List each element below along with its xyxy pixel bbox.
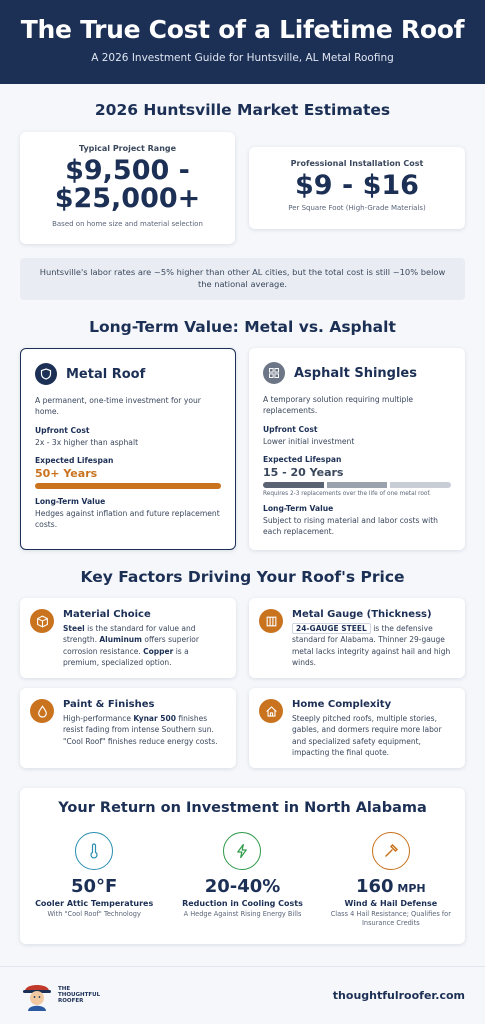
project-range-card [20,132,235,244]
factor-complexity-title: Home Complexity [292,699,392,710]
roi-sub-cooling: A Hedge Against Rising Energy Bills [183,910,302,918]
market-section-title: 2026 Huntsville Market Estimates [94,101,391,119]
factor-material-text: Steel is the standard for value and strength. Aluminum offers superior corrosion resistance. Copper is a premium, specialized option. [63,624,199,667]
hammer-icon [372,832,410,870]
page-header [0,0,485,84]
metal-lifespan-bar [35,483,221,489]
roi-label-temperature: Cooler Attic Temperatures [35,899,154,908]
house-icon [259,699,283,723]
roi-card [20,788,465,944]
market-note: Huntsville's labor rates are ~5% higher than other AL cities, but the total cost is still ~10% below the national average. [20,258,465,300]
asphalt-bar-segment [263,482,324,488]
roi-item-wind [317,832,465,928]
asphalt-bar-segment [327,482,388,488]
factors-section-title: Key Factors Driving Your Roof's Price [80,568,405,586]
cube-icon [30,609,54,633]
asphalt-ltv-value: Subject to rising material and labor costs with each replacement. [263,516,438,536]
roi-value-cooling: 20-40% [204,876,281,897]
metal-upfront-value: 2x - 3x higher than asphalt [35,438,139,447]
comparison-section-title: Long-Term Value: Metal vs. Asphalt [89,318,396,336]
roi-sub-temperature: With "Cool Roof" Technology [47,910,141,918]
logo-text: THE THOUGHTFUL ROOFER [58,985,101,1005]
factor-gauge-title: Metal Gauge (Thickness) [292,609,432,620]
metal-lifespan-label: Expected Lifespan [35,456,114,465]
asphalt-lifespan-bar [263,482,451,488]
factor-paint-text: High-performance Kynar 500 finishes resist fading from intense Southern sun. "Cool Roof" finishes reduce energy costs. [63,714,218,746]
factor-paint-title: Paint & Finishes [63,699,155,710]
factor-gauge-card [249,598,465,678]
panel-icon [259,609,283,633]
roi-item-cooling [168,832,316,928]
factor-complexity-text: Steeply pitched roofs, multiple stories, gables, and dormers require more labor and specialized safety equipment, impacting the final quote. [292,714,442,757]
roi-value-temperature: 50°F [70,876,118,897]
metal-ltv-label: Long-Term Value [35,497,106,506]
project-range-sub: Based on home size and material selection [52,219,203,228]
factor-complexity-card [249,688,465,768]
asphalt-upfront-value: Lower initial investment [263,437,355,446]
asphalt-card [249,348,465,550]
roi-item-temperature [20,832,168,928]
metal-roof-title: Metal Roof [66,366,146,382]
metal-roof-desc: A permanent, one-time investment for your home. [35,396,201,416]
roi-sub-wind: Class 4 Hail Resistance; Qualifies for Insurance Credits [330,910,451,928]
metal-roof-card [20,348,236,550]
install-cost-sub: Per Square Foot (High-Grade Materials) [288,204,426,213]
website-link[interactable]: thoughtfulroofer.com [332,989,465,1002]
factor-gauge-text: 24-GAUGE STEEL is the defensive standard for Alabama. Thinner 29-gauge metal lacks integrity against hail and high winds. [292,624,451,667]
factor-material-title: Material Choice [63,609,151,620]
page-footer [0,966,485,1024]
roi-label-wind: Wind & Hail Defense [344,899,438,908]
gauge-tag: 24-GAUGE STEEL [292,623,371,634]
project-range-value-line2: $25,000+ [54,183,201,215]
drop-icon [30,699,54,723]
project-range-label: Typical Project Range [78,144,177,153]
metal-lifespan-value: 50+ Years [35,467,98,480]
page-subtitle: A 2026 Investment Guide for Huntsville, AL Metal Roofing [91,52,394,64]
install-cost-value: $9 - $16 [295,170,419,201]
roi-value-wind: 160 MPH [356,876,426,897]
asphalt-upfront-label: Upfront Cost [263,425,318,434]
metal-upfront-label: Upfront Cost [35,426,90,435]
asphalt-title: Asphalt Shingles [294,365,417,381]
lightning-icon [223,832,261,870]
thermometer-icon [75,832,113,870]
factor-material-card [20,598,236,678]
roi-label-cooling: Reduction in Cooling Costs [182,899,303,908]
factor-paint-card [20,688,236,768]
asphalt-lifespan-value: 15 - 20 Years [263,466,344,479]
install-cost-label: Professional Installation Cost [290,159,424,168]
asphalt-lifespan-note: Requires 2-3 replacements over the life of one metal roof. [263,491,431,497]
project-range-value-line1: $9,500 - [65,155,190,186]
asphalt-ltv-label: Long-Term Value [263,504,334,513]
install-cost-card [249,147,465,229]
asphalt-lifespan-label: Expected Lifespan [263,455,342,464]
roi-title: Your Return on Investment in North Alabama [58,800,427,816]
roofer-mascot-icon [20,979,54,1011]
shield-icon [35,363,57,385]
page-title: The True Cost of a Lifetime Roof [20,15,465,44]
asphalt-desc: A temporary solution requiring multiple replacements. [263,395,414,415]
grid-icon [263,362,285,384]
asphalt-bar-segment [390,482,451,488]
metal-ltv-value: Hedges against inflation and future replacement costs. [35,509,220,529]
brand-logo[interactable] [20,979,100,1011]
